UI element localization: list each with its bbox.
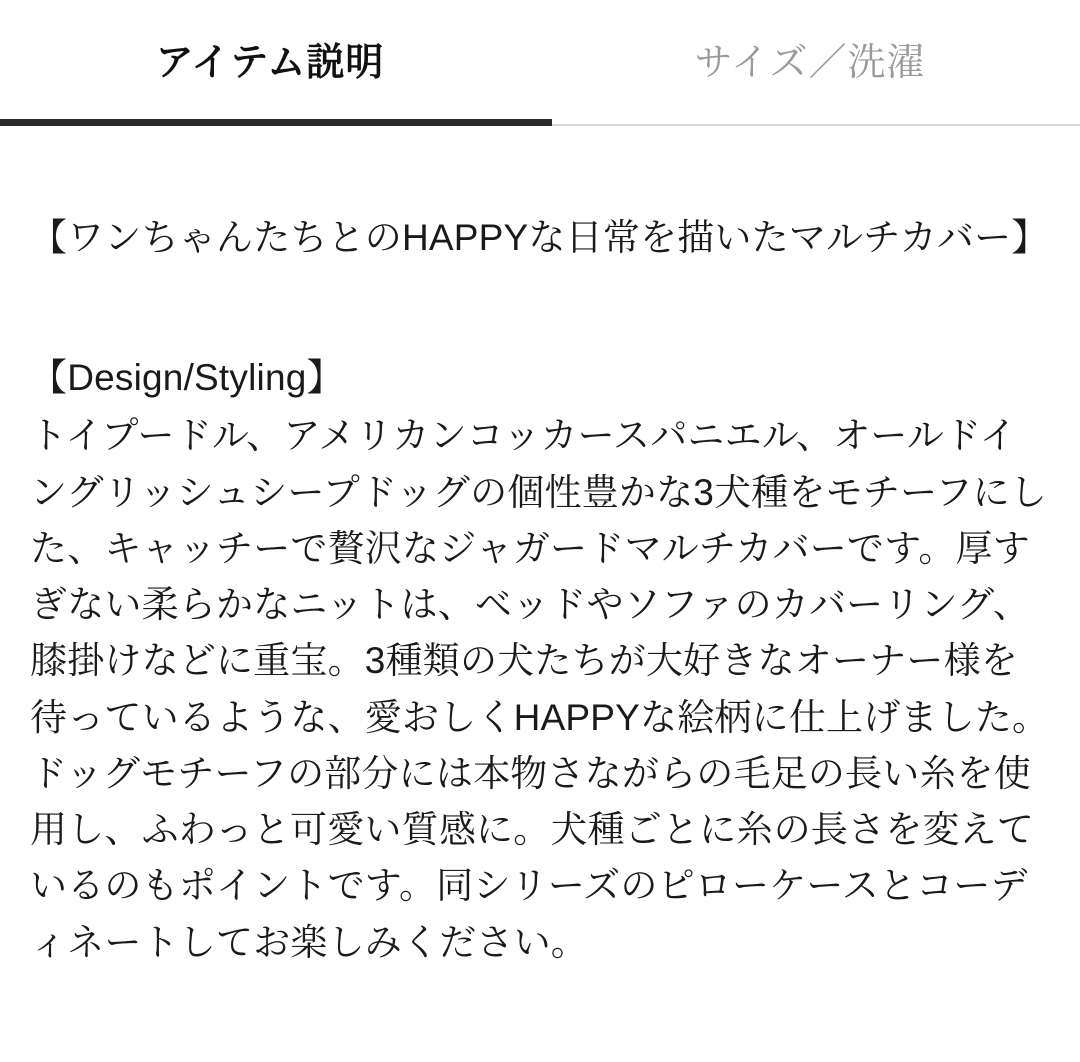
description-content [0,210,1080,971]
tab-bar [0,0,1080,126]
tab-item-size-care[interactable] [540,0,1080,126]
tab-label-description: アイテム説明 [155,42,385,84]
description-section-title: 【Design/Styling】 [30,357,344,399]
tab-item-description[interactable] [0,0,540,126]
description-headline: 【ワンちゃんたちとのHAPPYな日常を描いたマルチカバー】 [30,217,1049,258]
tab-label-size-care: サイズ／洗濯 [694,42,926,84]
tab-active-indicator [0,119,552,126]
description-body-text: トイプードル、アメリカンコッカースパニエル、オールドイングリッシュシープドッグの個性豊かな3犬種をモチーフにした、キャッチーで贅沢なジャガードマルチカバーです。厚すぎない柔らかなニットは、ベッドやソファのカバーリング、膝掛けなどに重宝。3種類の犬たちが大好きなオーナー様を待っているような、愛おしくHAPPYな絵柄に仕上げました。ドッグモチーフの部分には本物さながらの毛足の長い糸を使用し、ふわっと可愛い質感に。犬種ごとに糸の長さを変えているのもポイントです。同シリーズのピローケースとコーディネートしてお楽しみください。 [30,415,1050,963]
